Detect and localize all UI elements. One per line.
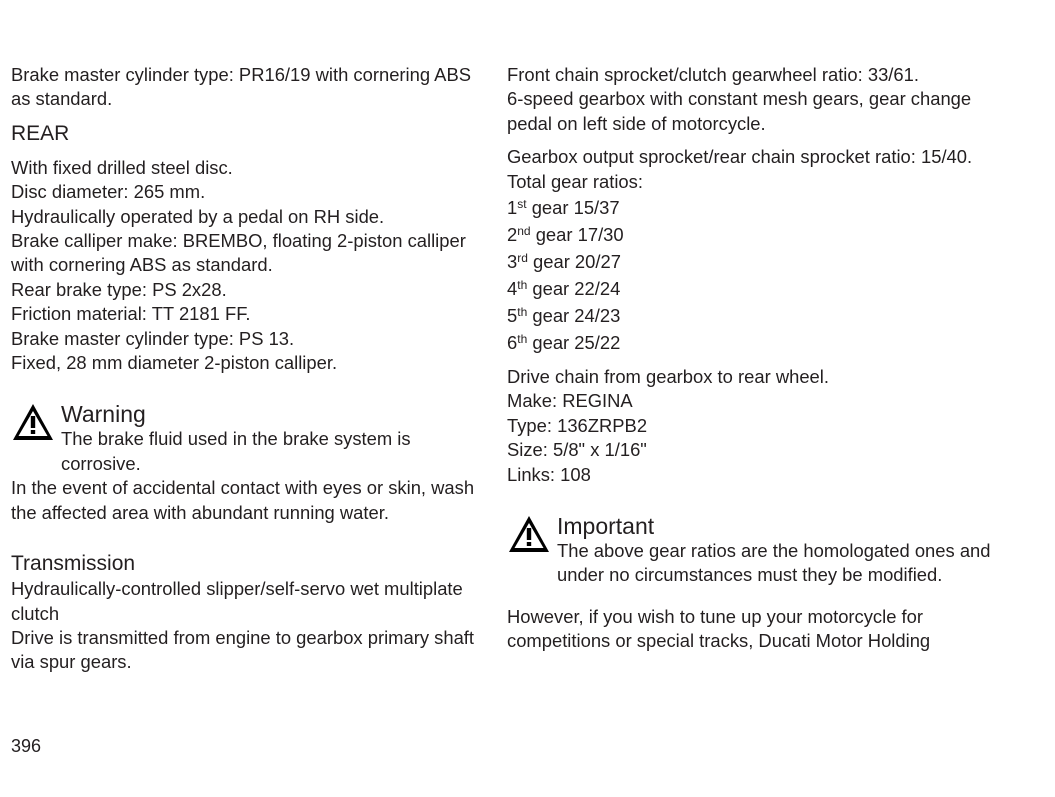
left-column <box>11 63 493 675</box>
gear-number: 2 <box>507 224 518 246</box>
gear-ratio-value: gear 17/30 <box>530 224 624 246</box>
rear-specs <box>11 156 493 376</box>
page-number: 396 <box>11 736 42 756</box>
clutch-ratio-text: Front chain sprocket/clutch gearwheel ratio: 33/61. <box>507 64 919 85</box>
gear-number: 3 <box>507 251 518 273</box>
rear-spec-line: Fixed, 28 mm diameter 2-piston calliper. <box>11 352 338 374</box>
gear-ordinal-suffix: th <box>517 305 528 320</box>
gear-ordinal-suffix: st <box>517 197 527 212</box>
gear-number: 5 <box>507 305 518 327</box>
gear-number: 1 <box>507 197 518 219</box>
gear-number: 4 <box>507 278 518 300</box>
important-notice <box>507 513 997 588</box>
right-column <box>507 63 997 654</box>
tune-up-text: However, if you wish to tune up your motorcycle for competitions or special tracks, Ducati Motor Holding <box>507 605 931 652</box>
master-cylinder-front-text: Brake master cylinder type: PR16/19 with cornering ABS as standard. <box>11 64 471 110</box>
drive-chain-specs <box>507 365 997 487</box>
important-text: The above gear ratios are the homologated ones and under no circumstances must they be modified. <box>557 540 991 586</box>
rear-heading: REAR <box>11 121 70 145</box>
gear-ratio-value: gear 22/24 <box>527 278 621 300</box>
rear-spec-line: Disc diameter: 265 mm. <box>11 181 206 203</box>
gear-ordinal-suffix: th <box>517 332 528 347</box>
gear-ratio-value: gear 24/23 <box>527 305 621 327</box>
gear-number: 6 <box>507 332 518 354</box>
gear-ordinal-suffix: nd <box>517 224 531 239</box>
gear-ratio-value: gear 20/27 <box>527 251 621 273</box>
gear-ratio-item <box>507 329 997 356</box>
warning-text-second: In the event of accidental contact with eyes or skin, wash the affected area with abundant running water. <box>11 477 475 523</box>
rear-spec-line: Brake master cylinder type: PS 13. <box>11 327 295 349</box>
warning-title: Warning <box>61 401 146 428</box>
rear-spec-line: Rear brake type: PS 2x28. <box>11 278 227 300</box>
warning-triangle-icon <box>507 514 551 554</box>
important-notice-head <box>507 513 997 588</box>
rear-spec-line: With fixed drilled steel disc. <box>11 156 233 178</box>
gear-ratio-item <box>507 194 997 221</box>
chain-spec-line: Drive chain from gearbox to rear wheel. <box>507 366 829 388</box>
output-ratio-text: Gearbox output sprocket/rear chain sprocket ratio: 15/40. <box>507 146 973 168</box>
gear-ratio-value: gear 15/37 <box>526 197 620 219</box>
warning-notice-head <box>11 401 493 476</box>
rear-spec-line: Friction material: TT 2181 FF. <box>11 303 251 325</box>
rear-spec-line: Brake calliper make: BREMBO, floating 2-piston calliper with cornering ABS as standard. <box>11 230 466 276</box>
chain-spec-line: Links: 108 <box>507 463 591 485</box>
gear-ordinal-suffix: th <box>517 278 528 293</box>
gear-ratio-list <box>507 194 997 356</box>
chain-spec-line: Size: 5/8" x 1/16" <box>507 439 647 461</box>
important-title: Important <box>557 513 655 540</box>
transmission-line: Hydraulically-controlled slipper/self-servo wet multiplate clutch <box>11 578 463 624</box>
transmission-line: Drive is transmitted from engine to gearbox primary shaft via spur gears. <box>11 626 475 673</box>
gearbox-description: 6-speed gearbox with constant mesh gears, gear change pedal on left side of motorcycle. <box>507 88 972 134</box>
gear-ratio-item <box>507 221 997 248</box>
total-ratios-label: Total gear ratios: <box>507 170 643 192</box>
rear-spec-line: Hydraulically operated by a pedal on RH side. <box>11 205 385 227</box>
chain-spec-line: Make: REGINA <box>507 390 633 412</box>
warning-notice <box>11 401 493 525</box>
warning-triangle-icon <box>11 402 55 442</box>
gear-ordinal-suffix: rd <box>517 251 528 266</box>
chain-spec-line: Type: 136ZRPB2 <box>507 414 648 436</box>
gear-ratio-item <box>507 302 997 329</box>
warning-text-first: The brake fluid used in the brake system is corrosive. <box>61 428 411 474</box>
gear-ratio-value: gear 25/22 <box>527 332 621 354</box>
transmission-heading: Transmission <box>11 552 136 576</box>
gear-ratio-item <box>507 248 997 275</box>
gear-ratio-item <box>507 275 997 302</box>
